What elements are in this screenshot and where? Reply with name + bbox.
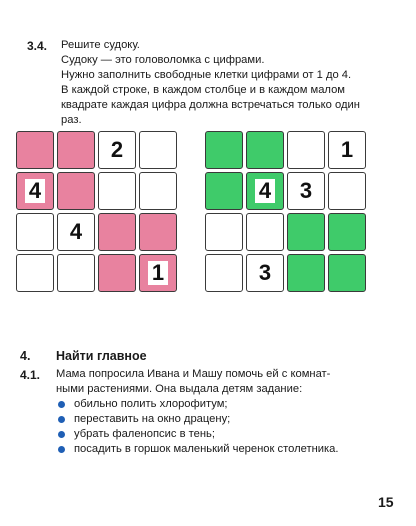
text-line: квадрате каждая цифра должна встречаться только один [61, 99, 360, 111]
text-line: ными растениями. Она выдала детям задание: [56, 383, 303, 395]
sudoku-cell[interactable] [16, 131, 54, 169]
exercise-3-4-text [61, 38, 391, 128]
sudoku-cell[interactable] [57, 172, 95, 210]
sudoku-cell [98, 131, 136, 169]
sudoku-digit-text: 1 [148, 261, 168, 285]
sudoku-cell[interactable] [16, 213, 54, 251]
sudoku-digit [58, 214, 94, 250]
bullet-icon [58, 401, 65, 408]
sudoku-cell [246, 172, 284, 210]
section-title: Найти главное [56, 349, 147, 363]
bullet-icon [58, 446, 65, 453]
sudoku-digit-text: 4 [255, 179, 275, 203]
sudoku-cell[interactable] [205, 172, 243, 210]
sudoku-cell [16, 172, 54, 210]
bullet-icon [58, 431, 65, 438]
sudoku-digit-text: 4 [25, 179, 45, 203]
task-text: убрать фаленопсис в тень; [74, 428, 215, 440]
sudoku-cell[interactable] [328, 213, 366, 251]
text-line: Судоку — это головоломка с цифрами. [61, 54, 265, 66]
sudoku-cell[interactable] [139, 213, 177, 251]
text-line: раз. [61, 114, 82, 126]
bullet-icon [58, 416, 65, 423]
task-text: переставить на окно драцену; [74, 413, 231, 425]
section-number: 4. [20, 349, 31, 363]
text-line: Мама попросила Ивана и Машу помочь ей с комнат- [56, 368, 331, 380]
sudoku-cell[interactable] [246, 131, 284, 169]
sudoku-cell[interactable] [98, 172, 136, 210]
sudoku-digit-text: 4 [69, 219, 83, 244]
sudoku-grid-right [205, 131, 366, 292]
sudoku-cell[interactable] [139, 131, 177, 169]
exercise-number-4-1: 4.1. [20, 368, 41, 382]
sudoku-cell[interactable] [287, 131, 325, 169]
sudoku-digit-text: 1 [340, 137, 354, 162]
sudoku-cell[interactable] [287, 213, 325, 251]
page-number: 15 [378, 494, 394, 510]
sudoku-cell[interactable] [98, 254, 136, 292]
list-item [56, 397, 396, 412]
sudoku-digit [99, 132, 135, 168]
sudoku-digit-text: 2 [110, 137, 124, 162]
sudoku-digit [17, 173, 53, 209]
exercise-4-1-text [56, 367, 396, 457]
sudoku-cell[interactable] [57, 131, 95, 169]
sudoku-digit [247, 255, 283, 291]
task-text: обильно полить хлорофитум; [74, 398, 228, 410]
exercise-number-3-4: 3.4. [27, 39, 48, 53]
sudoku-cell[interactable] [287, 254, 325, 292]
sudoku-cell [287, 172, 325, 210]
sudoku-cell[interactable] [205, 254, 243, 292]
sudoku-cell[interactable] [57, 254, 95, 292]
sudoku-cell[interactable] [328, 172, 366, 210]
text-line: Нужно заполнить свободные клетки цифрами от 1 до 4. [61, 69, 352, 81]
sudoku-cell [57, 213, 95, 251]
sudoku-cell [328, 131, 366, 169]
list-item [56, 427, 396, 442]
sudoku-cell[interactable] [16, 254, 54, 292]
sudoku-cell [246, 254, 284, 292]
sudoku-digit [247, 173, 283, 209]
list-item [56, 412, 396, 427]
sudoku-cell[interactable] [139, 172, 177, 210]
sudoku-cell[interactable] [98, 213, 136, 251]
sudoku-cell[interactable] [205, 213, 243, 251]
list-item [56, 442, 396, 457]
sudoku-cell [139, 254, 177, 292]
sudoku-digit-text: 3 [299, 178, 313, 203]
text-line: Решите судоку. [61, 39, 140, 51]
sudoku-digit-text: 3 [258, 260, 272, 285]
sudoku-digit [329, 132, 365, 168]
sudoku-digit [288, 173, 324, 209]
sudoku-cell[interactable] [246, 213, 284, 251]
sudoku-cell[interactable] [205, 131, 243, 169]
sudoku-grid-left [16, 131, 177, 292]
sudoku-digit [140, 255, 176, 291]
task-list [56, 397, 396, 457]
text-line: В каждой строке, в каждом столбце и в каждом малом [61, 84, 345, 96]
sudoku-cell[interactable] [328, 254, 366, 292]
task-text: посадить в горшок маленький черенок столетника. [74, 443, 339, 455]
